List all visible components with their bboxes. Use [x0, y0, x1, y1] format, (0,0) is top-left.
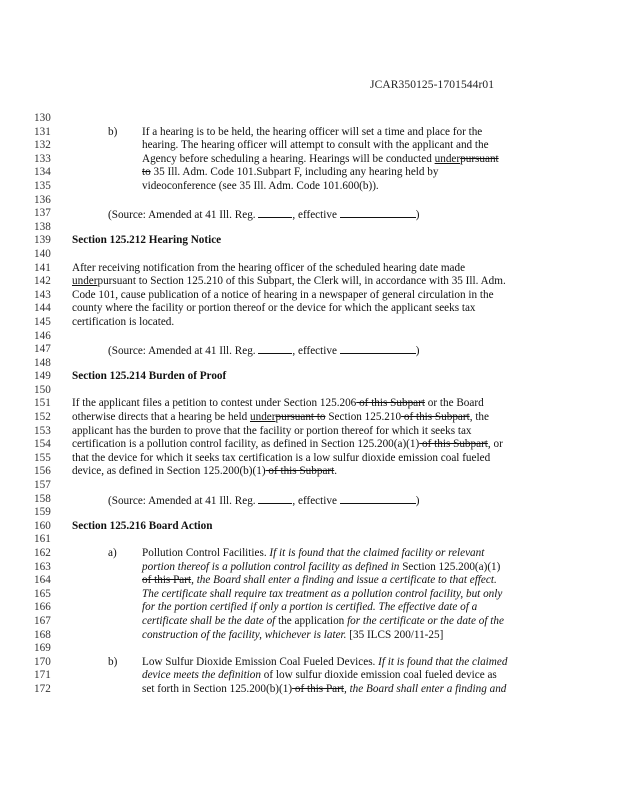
line-number: 133	[34, 152, 51, 165]
line-text: applicant has the burden to prove that the facility or portion thereof for which it seeks tax	[72, 424, 472, 437]
line-text	[142, 574, 497, 588]
line-150	[0, 384, 618, 398]
line-text: videoconference (see 35 Ill. Adm. Code 101.600(b)).	[142, 179, 379, 192]
line-text	[142, 683, 506, 697]
line-text: If a hearing is to be held, the hearing officer will set a time and place for the	[142, 125, 483, 138]
document-id: JCAR350125-1701544r01	[370, 79, 495, 91]
line-text	[142, 615, 504, 629]
blank-line	[340, 493, 416, 504]
deleted-text: pursuant to	[275, 411, 326, 424]
line-158	[0, 493, 618, 507]
line-number: 147	[34, 343, 51, 356]
line-133	[0, 153, 618, 167]
line-167	[0, 615, 618, 629]
line-number: 140	[34, 247, 51, 260]
text-run: device, as defined in Section 125.200(b)(1)	[72, 465, 266, 478]
line-text: that the device for which it seeks tax certification is a low sulfur dioxide emission coal fueled	[72, 451, 491, 464]
line-155	[0, 452, 618, 466]
line-137	[0, 207, 618, 221]
line-text: county where the facility or portion thereof or the device for which the applicant seeks tax	[72, 302, 476, 315]
text-run: Low Sulfur Dioxide Emission Coal Fueled Devices.	[142, 655, 379, 668]
text-run: )	[415, 209, 420, 222]
text-run: , effective	[292, 494, 340, 507]
line-text: hearing. The hearing officer will attempt to consult with the applicant and the	[142, 139, 489, 152]
statutory-text: If it is found that the claimed	[378, 655, 508, 668]
line-number: 169	[34, 642, 51, 655]
line-number: 158	[34, 492, 51, 505]
line-149	[0, 370, 618, 384]
line-numbered-body	[0, 112, 618, 697]
deleted-text: of this Subpart	[356, 397, 425, 410]
subsection-label: a)	[108, 547, 117, 559]
line-148	[0, 357, 618, 371]
statutory-text: certificate shall be the date of	[142, 614, 276, 627]
section-heading: Section 125.214 Burden of Proof	[72, 370, 227, 383]
text-run: .	[334, 465, 338, 478]
line-number: 161	[34, 533, 51, 546]
line-164	[0, 574, 618, 588]
text-run: If the applicant files a petition to contest under Section 125.206	[72, 397, 357, 410]
blank-line	[258, 343, 292, 354]
statutory-text: , the Board shall enter a finding and	[343, 682, 507, 695]
deleted-text: pursuant	[460, 152, 499, 165]
line-170	[0, 656, 618, 670]
line-text	[72, 411, 489, 425]
line-text	[72, 275, 506, 289]
line-139	[0, 234, 618, 248]
text-run: (Source: Amended at 41 Ill. Reg.	[108, 345, 259, 358]
text-run: , the	[469, 411, 489, 424]
line-number: 145	[34, 315, 51, 328]
line-154	[0, 438, 618, 452]
text-run: (Source: Amended at 41 Ill. Reg.	[108, 494, 259, 507]
deleted-text: to	[142, 166, 151, 179]
line-number: 167	[34, 614, 51, 627]
section-heading: Section 125.216 Board Action	[72, 519, 213, 532]
line-number: 144	[34, 302, 51, 315]
line-text: After receiving notification from the hearing officer of the scheduled hearing date made	[72, 261, 466, 274]
line-number: 138	[34, 220, 51, 233]
line-text	[142, 669, 497, 683]
line-140	[0, 248, 618, 262]
inserted-text: under	[250, 411, 276, 424]
line-number: 134	[34, 166, 51, 179]
text-run: Section 125.210	[325, 411, 402, 424]
text-run: Section 125.200(a)(1)	[399, 560, 501, 573]
statutory-text: for the portion certified if only a portion is certified. The effective date of a	[142, 601, 478, 614]
line-159	[0, 506, 618, 520]
line-146	[0, 330, 618, 344]
text-run: 35 Ill. Adm. Code 101.Subpart F, including any hearing held by	[150, 166, 439, 179]
line-131	[0, 126, 618, 140]
line-number: 151	[34, 397, 51, 410]
line-132	[0, 139, 618, 153]
line-number: 166	[34, 601, 51, 614]
line-156	[0, 465, 618, 479]
line-135	[0, 180, 618, 194]
line-163	[0, 561, 618, 575]
line-number: 172	[34, 682, 51, 695]
text-run: or the Board	[424, 397, 484, 410]
blank-line	[340, 343, 416, 354]
subsection-label: b)	[108, 655, 118, 668]
text-run: otherwise directs that a hearing be held	[72, 411, 251, 424]
line-number: 149	[34, 370, 51, 383]
line-165	[0, 588, 618, 602]
section-heading: Section 125.212 Hearing Notice	[72, 234, 222, 247]
line-number: 135	[34, 179, 51, 192]
line-130	[0, 112, 618, 126]
line-153	[0, 425, 618, 439]
line-147	[0, 343, 618, 357]
blank-line	[258, 493, 292, 504]
inserted-text: under	[434, 152, 461, 165]
line-160	[0, 520, 618, 534]
blank-line	[340, 207, 416, 218]
text-run: certification is a pollution control facility, as defined in Section 125.200(a)(1)	[72, 438, 420, 451]
line-number: 168	[34, 628, 51, 641]
subsection-label: b)	[108, 125, 118, 138]
line-134	[0, 166, 618, 180]
line-number: 136	[34, 193, 51, 206]
line-text	[72, 465, 337, 479]
statutory-text: If it is found that the claimed facility or relevant	[269, 547, 485, 559]
line-number: 142	[34, 275, 51, 288]
line-number: 141	[34, 261, 51, 274]
line-number: 170	[34, 655, 51, 668]
line-number: 171	[34, 669, 51, 682]
deleted-text: of this Subpart	[419, 438, 488, 451]
line-168	[0, 629, 618, 643]
line-text	[142, 547, 484, 561]
text-run: , effective	[292, 345, 340, 358]
line-number: 165	[34, 587, 51, 600]
line-number: 130	[34, 112, 51, 124]
line-136	[0, 194, 618, 208]
line-152	[0, 411, 618, 425]
text-run: )	[415, 345, 420, 358]
text-run: pursuant to Section 125.210 of this Subpart, the Clerk will, in accordance with 35 Ill. Adm.	[97, 275, 506, 288]
line-138	[0, 221, 618, 235]
line-text	[72, 397, 484, 411]
line-number: 146	[34, 329, 51, 342]
line-169	[0, 642, 618, 656]
text-run: )	[415, 494, 420, 507]
text-run: of low sulfur dioxide emission coal fueled device as	[260, 669, 497, 682]
line-151	[0, 397, 618, 411]
line-number: 157	[34, 479, 51, 492]
deleted-text: of this Subpart	[401, 411, 470, 424]
line-number: 156	[34, 465, 51, 478]
line-157	[0, 479, 618, 493]
text-run: (Source: Amended at 41 Ill. Reg.	[108, 209, 259, 222]
text-run: the application	[275, 614, 348, 627]
deleted-text: of this Part	[142, 574, 192, 587]
line-number: 155	[34, 451, 51, 464]
text-run: Pollution Control Facilities.	[142, 547, 270, 559]
line-text	[142, 656, 507, 670]
line-text	[142, 153, 499, 167]
deleted-text: of this Subpart	[265, 465, 335, 478]
line-number: 162	[34, 547, 51, 559]
deleted-text: of this Part	[292, 682, 344, 695]
line-144	[0, 302, 618, 316]
line-145	[0, 316, 618, 330]
line-172	[0, 683, 618, 697]
line-number: 154	[34, 438, 51, 451]
line-text	[142, 629, 443, 643]
statutory-text: for the certificate or the date of the	[347, 614, 504, 627]
line-number: 163	[34, 560, 51, 573]
line-162	[0, 547, 618, 561]
line-171	[0, 669, 618, 683]
line-number: 132	[34, 139, 51, 152]
line-166	[0, 601, 618, 615]
line-number: 139	[34, 234, 51, 247]
line-number: 143	[34, 288, 51, 301]
blank-line	[258, 207, 292, 218]
line-141	[0, 262, 618, 276]
text-run: set forth in Section 125.200(b)(1)	[142, 682, 293, 695]
line-number: 137	[34, 207, 51, 220]
line-text	[142, 166, 438, 180]
line-number: 160	[34, 519, 51, 532]
line-number: 152	[34, 411, 51, 424]
line-143	[0, 289, 618, 303]
line-text	[72, 438, 503, 452]
line-text: Code 101, cause publication of a notice of hearing in a newspaper of general circulation in the	[72, 288, 494, 301]
line-text: certification is located.	[72, 315, 175, 328]
line-number: 150	[34, 383, 51, 396]
line-161	[0, 533, 618, 547]
line-number: 159	[34, 506, 51, 519]
statutory-text: , the Board shall enter a finding and issue a certificate to that effect.	[191, 574, 497, 587]
line-number: 131	[34, 125, 51, 138]
line-text	[142, 561, 500, 575]
line-number: 164	[34, 574, 51, 587]
line-number: 148	[34, 356, 51, 369]
citation: [35 ILCS 200/11-25]	[346, 628, 444, 641]
inserted-text: under	[72, 275, 98, 288]
statutory-text: construction of the facility, whichever is later.	[142, 628, 347, 641]
statutory-text: portion thereof is a pollution control facility as defined in	[142, 560, 400, 573]
text-run: , effective	[292, 209, 340, 222]
statutory-text: device meets the definition	[142, 669, 261, 682]
text-run: Agency before scheduling a hearing. Hearings will be conducted	[142, 152, 435, 165]
statutory-text: The certificate shall require tax treatment as a pollution control facility, but only	[142, 587, 503, 600]
text-run: , or	[487, 438, 503, 451]
line-number: 153	[34, 424, 51, 437]
line-142	[0, 275, 618, 289]
